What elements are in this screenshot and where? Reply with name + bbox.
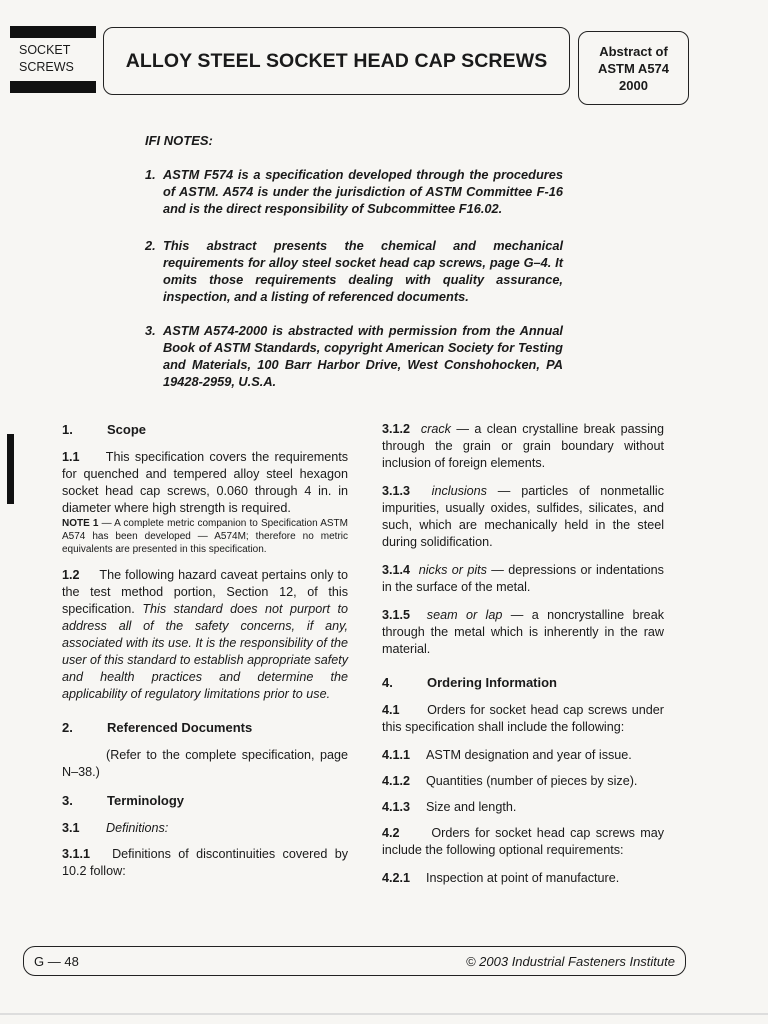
section-number: 1. [62, 422, 73, 437]
defined-term: crack [420, 422, 451, 436]
paragraph-number: 3.1.3 [382, 484, 411, 498]
paragraph-text: Inspection at point of manufacture. [426, 871, 620, 885]
paragraph-text: — depressions or indentations in the surface of the metal. [382, 563, 664, 594]
ifi-note [145, 237, 563, 305]
defined-term: inclusions [431, 484, 487, 498]
defined-term: seam or lap [426, 608, 503, 622]
side-tag-line-2: SCREWS [19, 60, 74, 74]
paragraph-text: This specification covers the requirements for quenched and tempered alloy steel hexagon socket head cap screws, 0.060 through 4 in. in diameter where high strength is required. [62, 450, 349, 515]
abstract-line-2: ASTM A574 [597, 60, 670, 76]
paragraph-3-1 [62, 820, 348, 837]
section-title: Ordering Information [427, 675, 557, 690]
paragraph-number: 3.1.2 [382, 422, 411, 436]
hazard-caveat-text: This standard does not purport to address all of the safety concerns, if any, associated with its use. It is the responsibility of the user of this standard to establish appropriate safety and health practices and determine the applicability of regulatory limitations prior to use. [62, 602, 348, 701]
ifi-note [145, 166, 563, 217]
ifi-note-number: 3. [145, 323, 156, 338]
paragraph-text: Quantities (number of pieces by size). [426, 774, 638, 788]
paragraph-text: Size and length. [426, 800, 517, 814]
ifi-note [145, 322, 563, 390]
section-heading-terminology [62, 792, 348, 809]
page-title: ALLOY STEEL SOCKET HEAD CAP SCREWS [125, 49, 548, 72]
ifi-notes-heading: IFI NOTES: [145, 133, 213, 148]
paragraph-3-1-5 [382, 607, 664, 658]
paragraph-text: Definitions of discontinuities covered by 10.2 follow: [62, 847, 348, 878]
paragraph-text: Definitions: [106, 821, 169, 835]
paragraph-4-1 [382, 702, 664, 736]
paragraph-4-1-3 [382, 799, 664, 816]
abstract-box [578, 31, 689, 105]
abstract-line-3: 2000 [619, 77, 648, 93]
right-column [382, 421, 664, 896]
section-heading-scope [62, 421, 348, 438]
side-tag-line-1: SOCKET [19, 43, 71, 57]
ifi-note-number: 2. [145, 238, 156, 253]
margin-change-bar [7, 434, 14, 504]
section-heading-referenced-documents [62, 719, 348, 736]
ifi-note-number: 1. [145, 167, 156, 182]
section-title: Scope [107, 422, 147, 437]
section-title: Referenced Documents [107, 720, 253, 735]
paragraph-text: Orders for socket head cap screws under this specification shall include the following: [382, 703, 664, 734]
paragraph-text: — a clean crystalline break passing through the grain or grain boundary without inclusion of foreign elements. [382, 422, 664, 470]
paragraph-number: 4.1.1 [382, 748, 411, 762]
paragraph-2: (Refer to the complete specification, page N–38.) [62, 748, 348, 779]
note-text: — A complete metric companion to Specification ASTM A574 has been developed — A574M; therefore no metric equivalents are presented in this specification. [62, 518, 348, 555]
paragraph-number: 3.1.1 [62, 847, 91, 861]
copyright-notice: © 2003 Industrial Fasteners Institute [465, 953, 675, 969]
paragraph-4-2 [382, 825, 664, 859]
ifi-note-text: ASTM F574 is a specification developed through the procedures of ASTM. A574 is under the jurisdiction of ASTM Committee F-16 and is the direct responsibility of Subcommittee F16.02. [163, 167, 563, 216]
paragraph-number: 4.1 [382, 703, 400, 717]
paragraph-number: 1.2 [62, 568, 80, 582]
paragraph-number: 3.1.5 [382, 608, 411, 622]
bottom-edge-rule [0, 1013, 768, 1015]
ifi-note-text: ASTM A574-2000 is abstracted with permission from the Annual Book of ASTM Standards, copyright American Society for Testing and Materials, 100 Barr Harbor Drive, West Conshohocken, PA 19428-2959, U.S.A. [163, 323, 563, 389]
side-tag-bar-bottom [10, 81, 96, 93]
paragraph-number: 4.2 [382, 826, 400, 840]
paragraph-4-2-1 [382, 870, 664, 887]
paragraph-text: ASTM designation and year of issue. [426, 748, 632, 762]
section-number: 2. [62, 720, 73, 735]
side-tag [19, 42, 74, 76]
paragraph-1-2 [62, 567, 348, 703]
paragraph-number: 3.1 [62, 821, 80, 835]
page-number: G — 48 [34, 953, 79, 969]
paragraph-3-1-3 [382, 483, 664, 551]
abstract-line-1: Abstract of [599, 43, 668, 59]
paragraph-number: 4.2.1 [382, 871, 411, 885]
left-column [62, 421, 348, 891]
paragraph-text: The following hazard caveat pertains only to the test method portion, Section 12, of this specification. [62, 568, 348, 616]
note-1 [62, 517, 348, 556]
paragraph-3-1-4 [382, 562, 664, 596]
paragraph-number: 4.1.3 [382, 800, 411, 814]
side-tag-bar-top [10, 26, 96, 38]
paragraph-number: 4.1.2 [382, 774, 411, 788]
note-label: NOTE 1 [62, 518, 99, 529]
paragraph-text: — particles of nonmetallic impurities, usually oxides, sulfides, silicates, and such, which are mechanically held in the steel during solidification. [382, 484, 664, 549]
paragraph-1-1 [62, 449, 348, 517]
paragraph-3-1-1 [62, 846, 348, 880]
paragraph-text: Orders for socket head cap screws may include the following optional requirements: [382, 826, 665, 857]
section-heading-ordering-information [382, 674, 664, 691]
defined-term: nicks or pits [418, 563, 487, 577]
paragraph-number: 3.1.4 [382, 563, 411, 577]
paragraph-3-1-2 [382, 421, 664, 472]
paragraph-4-1-2 [382, 773, 664, 790]
page-footer [23, 946, 686, 976]
section-number: 4. [382, 675, 393, 690]
paragraph-number: 1.1 [62, 450, 80, 464]
section-number: 3. [62, 793, 73, 808]
page-title-box [103, 27, 570, 95]
section-title: Terminology [107, 793, 185, 808]
paragraph-4-1-1 [382, 747, 664, 764]
paragraph-text: — a noncrystalline break through the metal which is inherently in the raw material. [382, 608, 664, 656]
ifi-note-text: This abstract presents the chemical and mechanical requirements for alloy steel socket head cap screws, page G–4. It omits those requirements dealing with quality assurance, inspection, and a listing of referenced documents. [163, 238, 563, 304]
